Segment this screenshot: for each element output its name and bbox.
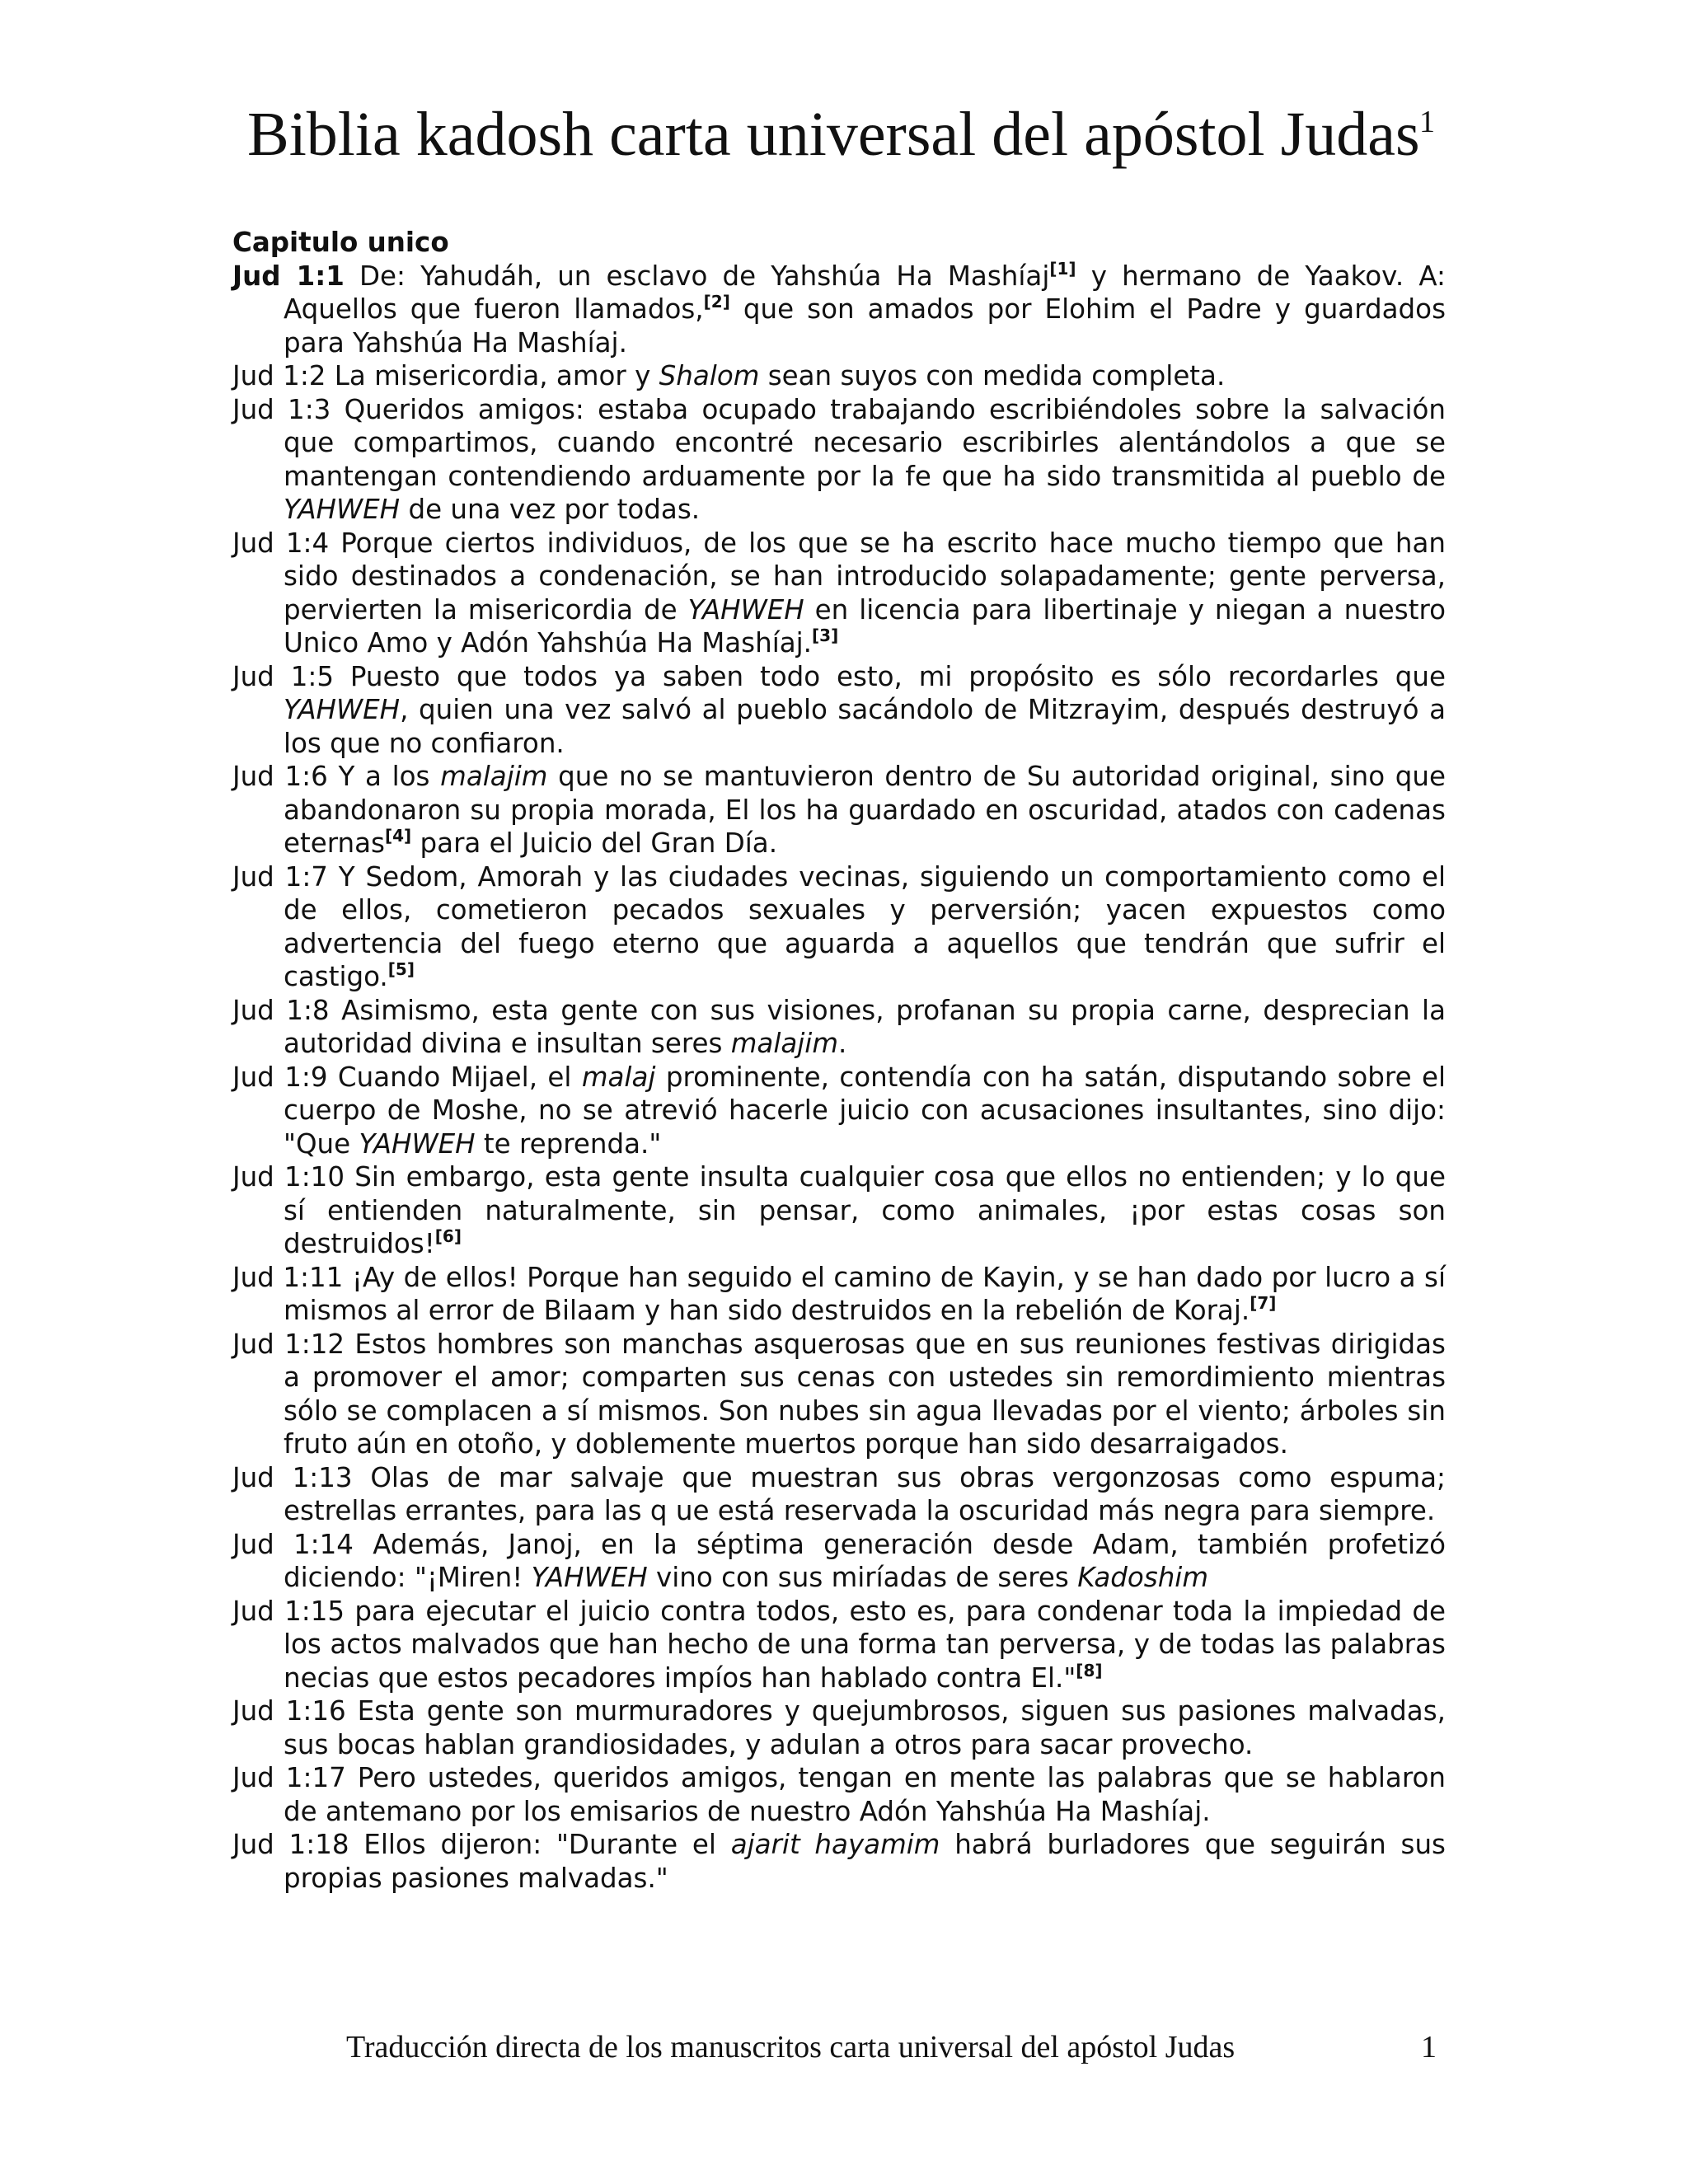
verse-text: Queridos amigos: estaba ocupado trabajando escribiéndoles sobre la salvación que compartimos, cuando encontré necesario escribirles alentándolos a que se mantengan contendiendo arduamente por la fe que ha sido transmitida al pueblo de: [284, 393, 1446, 492]
verse: [232, 1694, 1446, 1761]
verse-text: Estos hombres son manchas asquerosas que en sus reuniones festivas dirigidas a promover el amor; comparten sus cenas con ustedes sin remordimiento mientras sólo se complacen a sí mismos. Son nubes sin agua llevadas por el viento; árboles sin fruto aún en otoño, y doblemente muertos porque han sido desarraigados.: [284, 1328, 1446, 1460]
verse-text: vino con sus miríadas de seres: [647, 1562, 1078, 1593]
footnote-marker: [3]: [812, 626, 839, 645]
verse-text: que no se mantuvieron dentro de Su autoridad original, sino que abandonaron su propia morada, El los ha guardado en oscuridad, atados con cadenas eternas: [284, 761, 1447, 859]
verse-text: Y a los: [327, 761, 441, 792]
verse-text: sean suyos con medida completa.: [759, 360, 1226, 391]
verse: [232, 527, 1446, 660]
footnote-marker: [5]: [387, 959, 415, 979]
verse-text: para ejecutar el juicio contra todos, esto es, para condenar toda la impiedad de los actos malvados que han hecho de una forma tan perversa, y de todas las palabras necias que estos pecadores impíos han hablado contra El.": [284, 1595, 1446, 1694]
verse-text: La misericordia, amor y: [326, 360, 659, 391]
document-body: [232, 226, 1446, 1895]
verse-text: en licencia para libertinaje y niegan a nuestro Unico Amo y Adón Yahshúa Ha Mashíaj.: [284, 593, 1446, 658]
verse-reference: Jud 1:6: [232, 761, 328, 792]
verse: [232, 760, 1446, 860]
page-number-bottom: 1: [1421, 2030, 1437, 2064]
verse-text: Esta gente son murmuradores y quejumbrosos, siguen sus pasiones malvadas, sus bocas hablan grandiosidades, y adulan a otros para sacar provecho.: [284, 1695, 1446, 1760]
verse-reference: Jud 1:18: [232, 1829, 349, 1860]
verse-text: .: [838, 1028, 847, 1059]
italic-term: YAHWEH: [284, 694, 401, 725]
verse-reference: Jud 1:2: [232, 360, 326, 391]
verse-reference: Jud 1:16: [232, 1695, 346, 1727]
page-number-top: 1: [1419, 105, 1435, 139]
verse: [232, 1828, 1446, 1895]
verse-text: Puesto que todos ya saben todo esto, mi propósito es sólo recordarles que: [334, 660, 1446, 692]
footnote-marker: [6]: [434, 1226, 462, 1246]
verse: [232, 660, 1446, 761]
verse: [232, 994, 1446, 1061]
chapter-heading: Capitulo unico: [232, 227, 449, 258]
verse-text: Olas de mar salvaje que muestran sus obras vergonzosas como espuma; estrellas errantes, para las q ue está reservada la oscuridad más negra para siempre.: [284, 1461, 1446, 1526]
verse-reference: Jud 1:17: [232, 1762, 346, 1793]
italic-term: YAHWEH: [284, 494, 401, 525]
verse-reference: Jud 1:7: [232, 860, 328, 893]
verse: [232, 260, 1446, 360]
verse-reference: Jud 1:9: [232, 1061, 328, 1093]
verse-text: ¡Ay de ellos! Porque han seguido el camino de Kayin, y se han dado por lucro a sí mismos al error de Bilaam y han sido destruidos en la rebelión de Koraj.: [284, 1261, 1446, 1326]
verse-text: Ellos dijeron: "Durante el: [349, 1829, 731, 1860]
footnote-marker: [7]: [1250, 1293, 1277, 1313]
verse-reference: Jud 1:5: [232, 660, 334, 692]
verse-text: que son amados por Elohim el Padre y guardados para Yahshúa Ha Mashíaj.: [284, 293, 1446, 359]
italic-term: malajim: [440, 761, 548, 792]
verse-reference: Jud 1:10: [232, 1161, 345, 1193]
verse-text: habrá burladores que seguirán sus propias pasiones malvadas.": [284, 1829, 1446, 1894]
verse: [232, 1761, 1446, 1828]
verse: [232, 393, 1446, 527]
footnote-marker: [1]: [1049, 258, 1076, 279]
verse-text: , quien una vez salvó al pueblo sacándolo de Mitzrayim, después destruyó a los que no confiaron.: [284, 694, 1446, 759]
verse-text: prominente, contendía con ha satán, disputando sobre el cuerpo de Moshe, no se atrevió hacerle juicio con acusaciones insultantes, sino dijo: "Que: [284, 1061, 1447, 1160]
verse-text: De: Yahudáh, un esclavo de Yahshúa Ha Mashíaj: [344, 260, 1050, 292]
verse-text: Y Sedom, Amorah y las ciudades vecinas, siguiendo un comportamiento como el de ellos, cometieron pecados sexuales y perversión; yacen expuestos como advertencia del fuego eterno que aguarda a aquellos que tendrán que sufrir el castigo.: [284, 860, 1446, 992]
verse-text: de una vez por todas.: [400, 494, 701, 525]
footer-text: Traducción directa de los manuscritos carta universal del apóstol Judas: [346, 2030, 1236, 2064]
italic-term: YAHWEH: [531, 1562, 648, 1593]
verse-reference: Jud 1:11: [232, 1261, 344, 1293]
verse-reference: Jud 1:14: [232, 1528, 354, 1560]
footnote-marker: [8]: [1076, 1660, 1103, 1680]
verse-reference: Jud 1:13: [232, 1461, 353, 1493]
verse: [232, 1528, 1446, 1595]
verse-text: Asimismo, esta gente con sus visiones, profanan su propia carne, desprecian la autoridad divina e insultan seres: [284, 994, 1446, 1059]
page-title: Biblia kadosh carta universal del apóstol Judas: [247, 100, 1420, 169]
footnote-marker: [4]: [384, 826, 412, 846]
verse-text: Porque ciertos individuos, de los que se ha escrito hace mucho tiempo que han sido destinados a condenación, se han introducido solapadamente; gente perversa, pervierten la misericordia de: [284, 527, 1447, 626]
verse-reference: Jud 1:4: [232, 527, 330, 559]
footnote-marker: [2]: [703, 292, 730, 312]
verse: [232, 1461, 1446, 1528]
verse-text: Cuando Mijael, el: [327, 1061, 582, 1093]
verse-text: te reprenda.": [475, 1127, 662, 1160]
verse-reference: Jud 1:8: [232, 994, 330, 1026]
verse: [232, 860, 1446, 994]
verse-text: para el Juicio del Gran Día.: [411, 827, 778, 859]
verse-reference: Jud 1:12: [232, 1328, 345, 1360]
verse-reference: Jud 1:1: [232, 260, 345, 292]
italic-term: ajarit hayamim: [730, 1829, 940, 1860]
verse: [232, 1595, 1446, 1695]
verse-text: Sin embargo, esta gente insulta cualquier cosa que ellos no entienden; y lo que sí entienden naturalmente, sin pensar, como animales, ¡por estas cosas son destruidos!: [284, 1161, 1446, 1259]
italic-term: Shalom: [659, 360, 760, 391]
verse-list: [232, 260, 1446, 1896]
verse: [232, 1160, 1446, 1261]
verse-text: Pero ustedes, queridos amigos, tengan en mente las palabras que se hablaron de antemano por los emisarios de nuestro Adón Yahshúa Ha Mashíaj.: [284, 1762, 1446, 1827]
verse-text: Además, Janoj, en la séptima generación desde Adam, también profetizó diciendo: "¡Miren!: [284, 1528, 1446, 1593]
italic-term: YAHWEH: [359, 1127, 476, 1160]
verse: [232, 1328, 1446, 1461]
italic-term: Kadoshim: [1077, 1562, 1208, 1593]
italic-term: malaj: [581, 1061, 656, 1093]
verse-reference: Jud 1:3: [232, 393, 331, 425]
verse: [232, 359, 1446, 393]
verse: [232, 1261, 1446, 1328]
italic-term: malajim: [730, 1028, 838, 1059]
italic-term: YAHWEH: [687, 593, 804, 626]
verse-text: y hermano de Yaakov. A: Aquellos que fueron llamados,: [284, 260, 1446, 325]
verse: [232, 1061, 1446, 1161]
verse-reference: Jud 1:15: [232, 1595, 345, 1627]
